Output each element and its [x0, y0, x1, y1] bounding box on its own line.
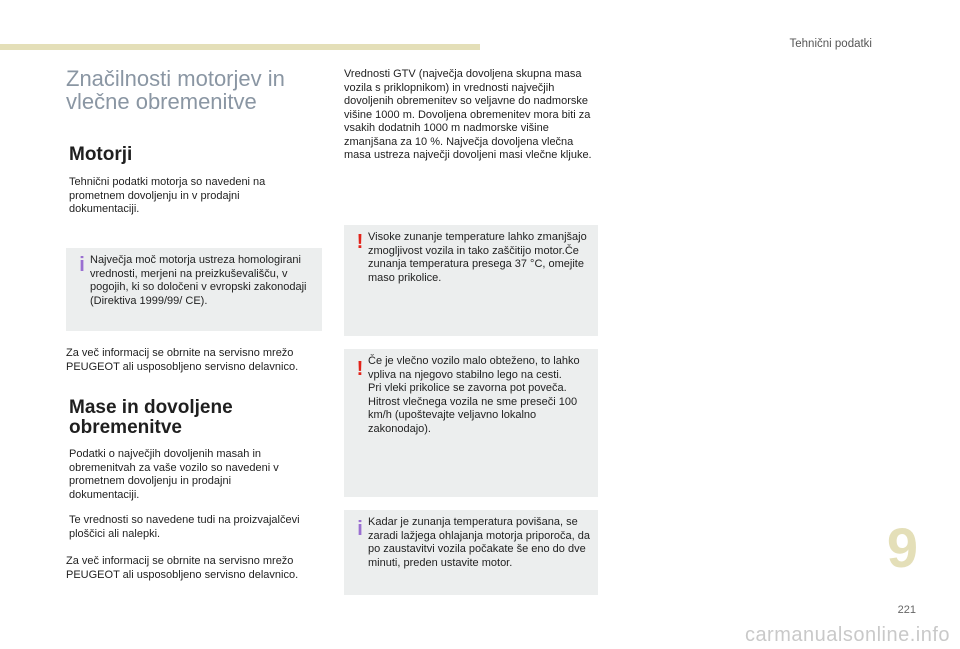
- section-label: Tehnični podatki: [789, 38, 872, 50]
- heading-engines: Motorji: [69, 144, 133, 165]
- heading-masses-line-2: obremenitve: [69, 417, 182, 438]
- engines-text: Tehnični podatki motorja so navedeni na prometnem dovoljenju in v prodajni dokumentaciji.: [69, 176, 266, 215]
- more-info-text-1: Za več informacij se obrnite na servisno mrežo PEUGEOT ali usposobljeno servisno delavnico.: [66, 347, 299, 373]
- info-note-cooling: [344, 510, 598, 595]
- warning-icon: !: [356, 358, 364, 380]
- gtv-text: Vrednosti GTV (največja dovoljena skupna masa vozila s priklopnikom) in vrednosti največjih dovoljenih obremenitev so veljavne do nadmorske višine 1000 m. Dovoljena obremenitev mora biti za vsakih dodatnih 1000 m nadmorske višine zmanjšana za 10 %. Največja dovoljena vlečna masa ustreza največji dovoljeni masi vlečne kljuke.: [344, 68, 592, 161]
- warning-note-stability-text: Če je vlečno vozilo malo obteženo, to lahko vpliva na njegovo stabilno lego na cesti. Pri vleki prikolice se zavorna pot poveča. Hitrost vlečnega vozila ne sme preseči 100 km/h (upoštevajte veljavno lokalno zakonodajo).: [368, 355, 580, 435]
- warning-note-temperature: [344, 225, 598, 336]
- page-number: 221: [897, 604, 916, 616]
- watermark: carmanualsonline.info: [744, 624, 950, 646]
- info-note-cooling-text: Kadar je zunanja temperatura povišana, se zaradi lažjega ohlajanja motorja priporoča, da po zaustavitvi vozila počakate še eno do dve minuti, preden ustavite motor.: [368, 516, 590, 569]
- chapter-number: 9: [886, 516, 918, 579]
- info-note-power: [66, 248, 322, 331]
- page-title-line-1: Značilnosti motorjev in: [66, 66, 285, 91]
- masses-text: Podatki o največjih dovoljenih masah in obremenitvah za vaše vozilo so navedeni v prometnem dovoljenju in prodajni dokumentaciji.: [69, 448, 279, 501]
- info-icon: i: [357, 518, 363, 540]
- warning-note-stability: [344, 349, 598, 497]
- more-info-text-2: Za več informacij se obrnite na servisno mrežo PEUGEOT ali usposobljeno servisno delavnico.: [66, 555, 299, 581]
- page-title-line-2: vlečne obremenitve: [66, 89, 257, 114]
- heading-masses-line-1: Mase in dovoljene: [69, 397, 233, 418]
- warning-note-temperature-text: Visoke zunanje temperature lahko zmanjšajo zmogljivost vozila in tako zaščitijo motor.Če zunanja temperatura presega 37 °C, omejite maso prikolice.: [368, 231, 587, 284]
- warning-icon: !: [356, 231, 364, 253]
- plate-text: Te vrednosti so navedene tudi na proizvajalčevi ploščici ali nalepki.: [69, 514, 300, 540]
- info-icon: i: [79, 254, 85, 276]
- info-note-power-text: Največja moč motorja ustreza homologirani vrednosti, merjeni na preizkuševališču, v pogojih, ki so določeni v evropski zakonodaji (Direktiva 1999/99/ CE).: [90, 254, 307, 307]
- header-accent-bar: [0, 44, 480, 50]
